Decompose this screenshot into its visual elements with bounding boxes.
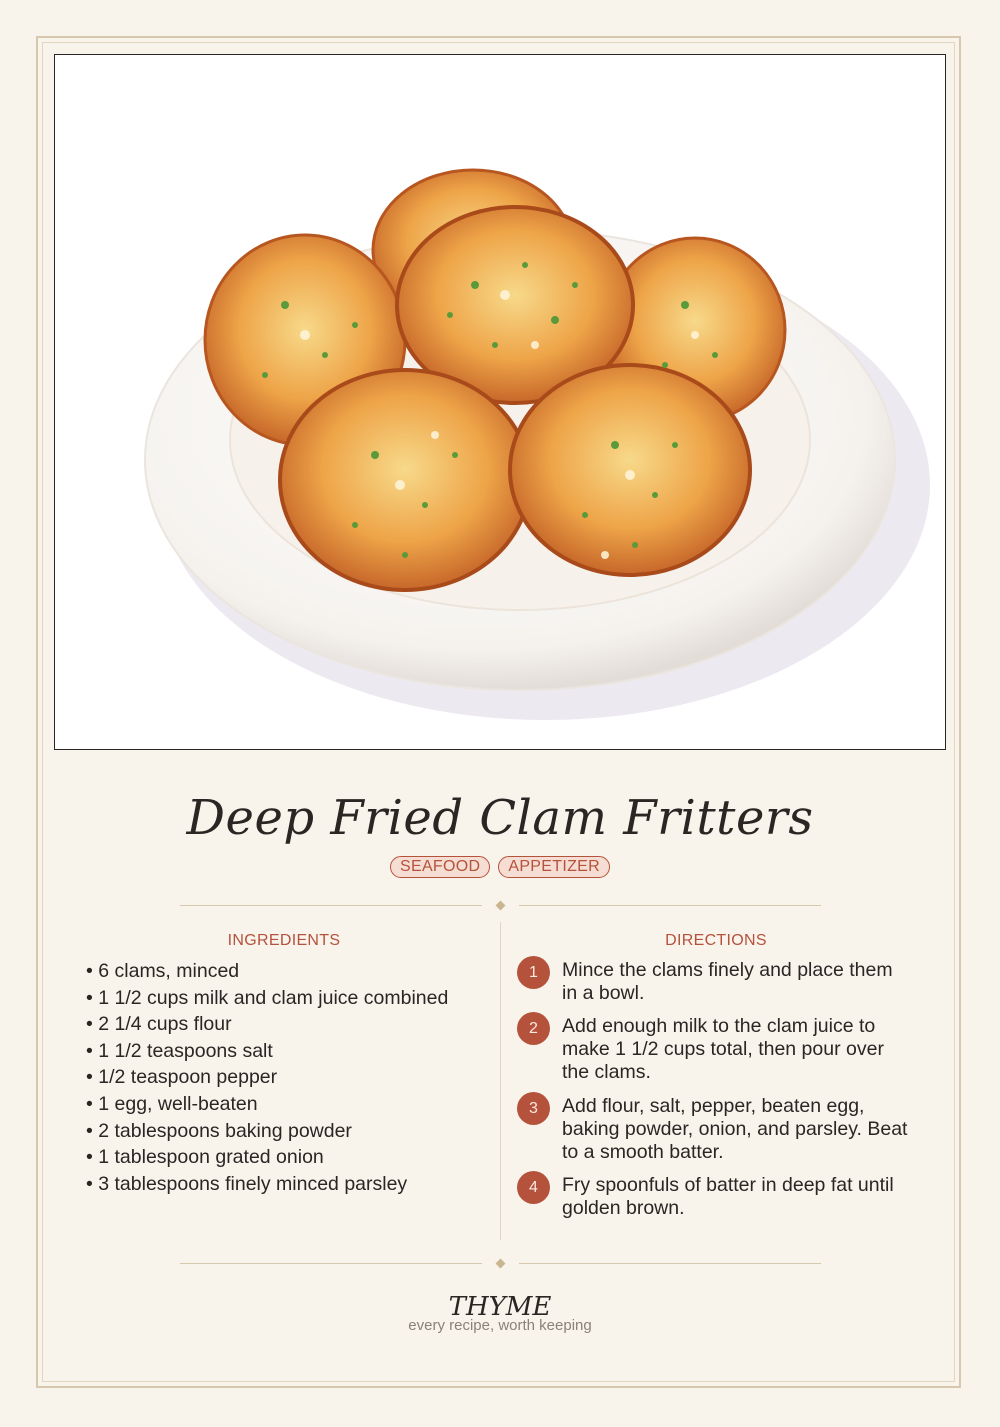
step-number-badge: 1 <box>517 956 550 989</box>
fritters-illustration <box>55 55 945 749</box>
step-text: Mince the clams finely and place them in a bowl. <box>562 959 893 1004</box>
recipe-title: Deep Fried Clam Fritters <box>186 790 814 846</box>
ingredient-item: • 2 tablespoons baking powder <box>86 1118 486 1145</box>
brand-name: THYME <box>448 1292 552 1322</box>
divider-bottom-right <box>519 1263 821 1264</box>
step-text: Add enough milk to the clam juice to make 1 1/2 cups total, then pour over the clams. <box>562 1015 884 1083</box>
ingredient-item: • 1 1/2 cups milk and clam juice combined <box>86 985 486 1012</box>
ingredient-item: • 1/2 teaspoon pepper <box>86 1064 486 1091</box>
ingredients-heading: INGREDIENTS <box>227 932 341 949</box>
step-number-badge: 4 <box>517 1171 550 1204</box>
tag-seafood: SEAFOOD <box>390 856 490 878</box>
step-text: Fry spoonfuls of batter in deep fat until golden brown. <box>562 1174 894 1219</box>
ingredients-list <box>86 958 486 1197</box>
step-text: Add flour, salt, pepper, beaten egg, baking powder, onion, and parsley. Beat to a smooth batter. <box>562 1095 908 1163</box>
ingredient-item: • 1 tablespoon grated onion <box>86 1144 486 1171</box>
brand-tagline: every recipe, worth keeping <box>408 1317 592 1334</box>
divider-top-right <box>519 905 821 906</box>
ingredient-item: • 1 1/2 teaspoons salt <box>86 1038 486 1065</box>
divider-top-left <box>180 905 482 906</box>
step-number-badge: 3 <box>517 1092 550 1125</box>
ingredient-item: • 3 tablespoons finely minced parsley <box>86 1171 486 1198</box>
step-number-badge: 2 <box>517 1012 550 1045</box>
directions-heading: DIRECTIONS <box>665 932 767 949</box>
divider-bottom-left <box>180 1263 482 1264</box>
ingredient-item: • 6 clams, minced <box>86 958 486 985</box>
tag-appetizer: APPETIZER <box>498 856 610 878</box>
ingredient-item: • 2 1/4 cups flour <box>86 1011 486 1038</box>
column-divider <box>500 922 501 1240</box>
ingredient-item: • 1 egg, well-beaten <box>86 1091 486 1118</box>
recipe-photo <box>54 54 946 750</box>
tag-list <box>0 856 1000 878</box>
